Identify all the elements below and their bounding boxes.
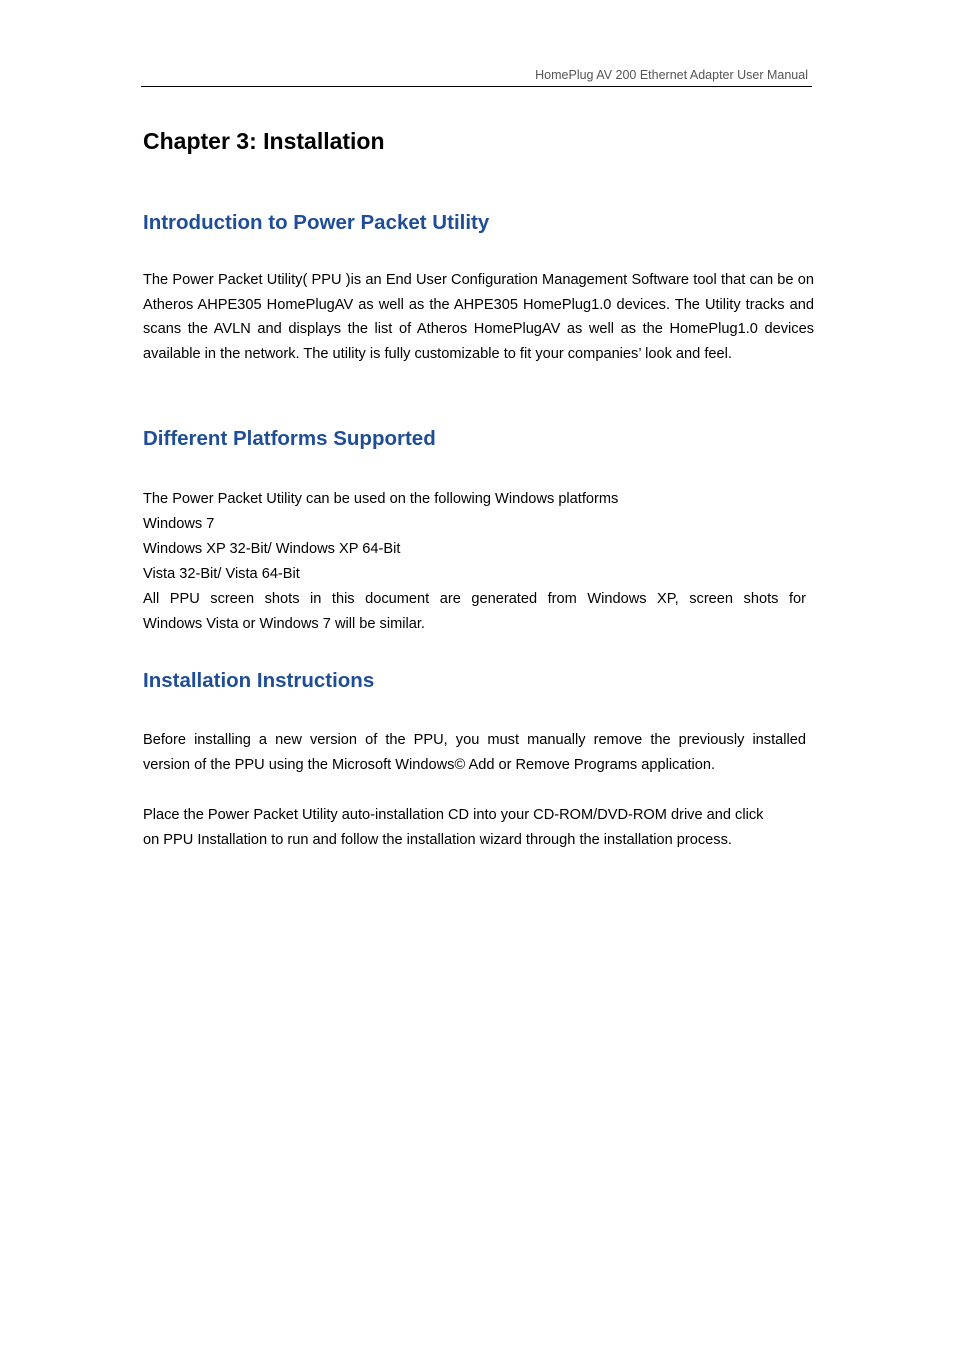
platforms-note-line: All PPU screen shots in this document are generated from Windows XP, screen shots for bbox=[143, 591, 806, 607]
section-heading-platforms: Different Platforms Supported bbox=[143, 427, 436, 450]
section-heading-install: Installation Instructions bbox=[143, 669, 375, 692]
page-header bbox=[141, 66, 812, 87]
platform-item: Windows 7 bbox=[143, 516, 215, 532]
install-paragraph-line: Place the Power Packet Utility auto-installation CD into your CD-ROM/DVD-ROM drive and click bbox=[143, 807, 764, 823]
section-heading-intro: Introduction to Power Packet Utility bbox=[143, 211, 490, 234]
install-paragraph-line: on PPU Installation to run and follow the installation wizard through the installation process. bbox=[143, 832, 732, 848]
running-title: HomePlug AV 200 Ethernet Adapter User Manual bbox=[535, 68, 808, 82]
platforms-note-line: Windows Vista or Windows 7 will be similar. bbox=[143, 616, 425, 632]
intro-paragraph: The Power Packet Utility( PPU )is an End User Configuration Management Software tool that can be on Atheros AHPE305 HomePlugAV as well as the AHPE305 HomePlug1.0 devices. The Utility tracks and scans the AVLN and displays the list of Atheros HomePlugAV as well as the HomePlug1.0 devices available in the network. The utility is fully customizable to fit your companies’ look and feel. bbox=[143, 272, 814, 362]
install-paragraph-line: version of the PPU using the Microsoft Windows© Add or Remove Programs application. bbox=[143, 757, 716, 773]
platform-item: Vista 32-Bit/ Vista 64-Bit bbox=[143, 566, 300, 582]
platforms-lead: The Power Packet Utility can be used on the following Windows platforms bbox=[143, 491, 619, 507]
chapter-title: Chapter 3: Installation bbox=[143, 128, 385, 154]
platform-item: Windows XP 32-Bit/ Windows XP 64-Bit bbox=[143, 541, 401, 557]
install-paragraph-line: Before installing a new version of the PPU, you must manually remove the previously installed bbox=[143, 732, 806, 748]
